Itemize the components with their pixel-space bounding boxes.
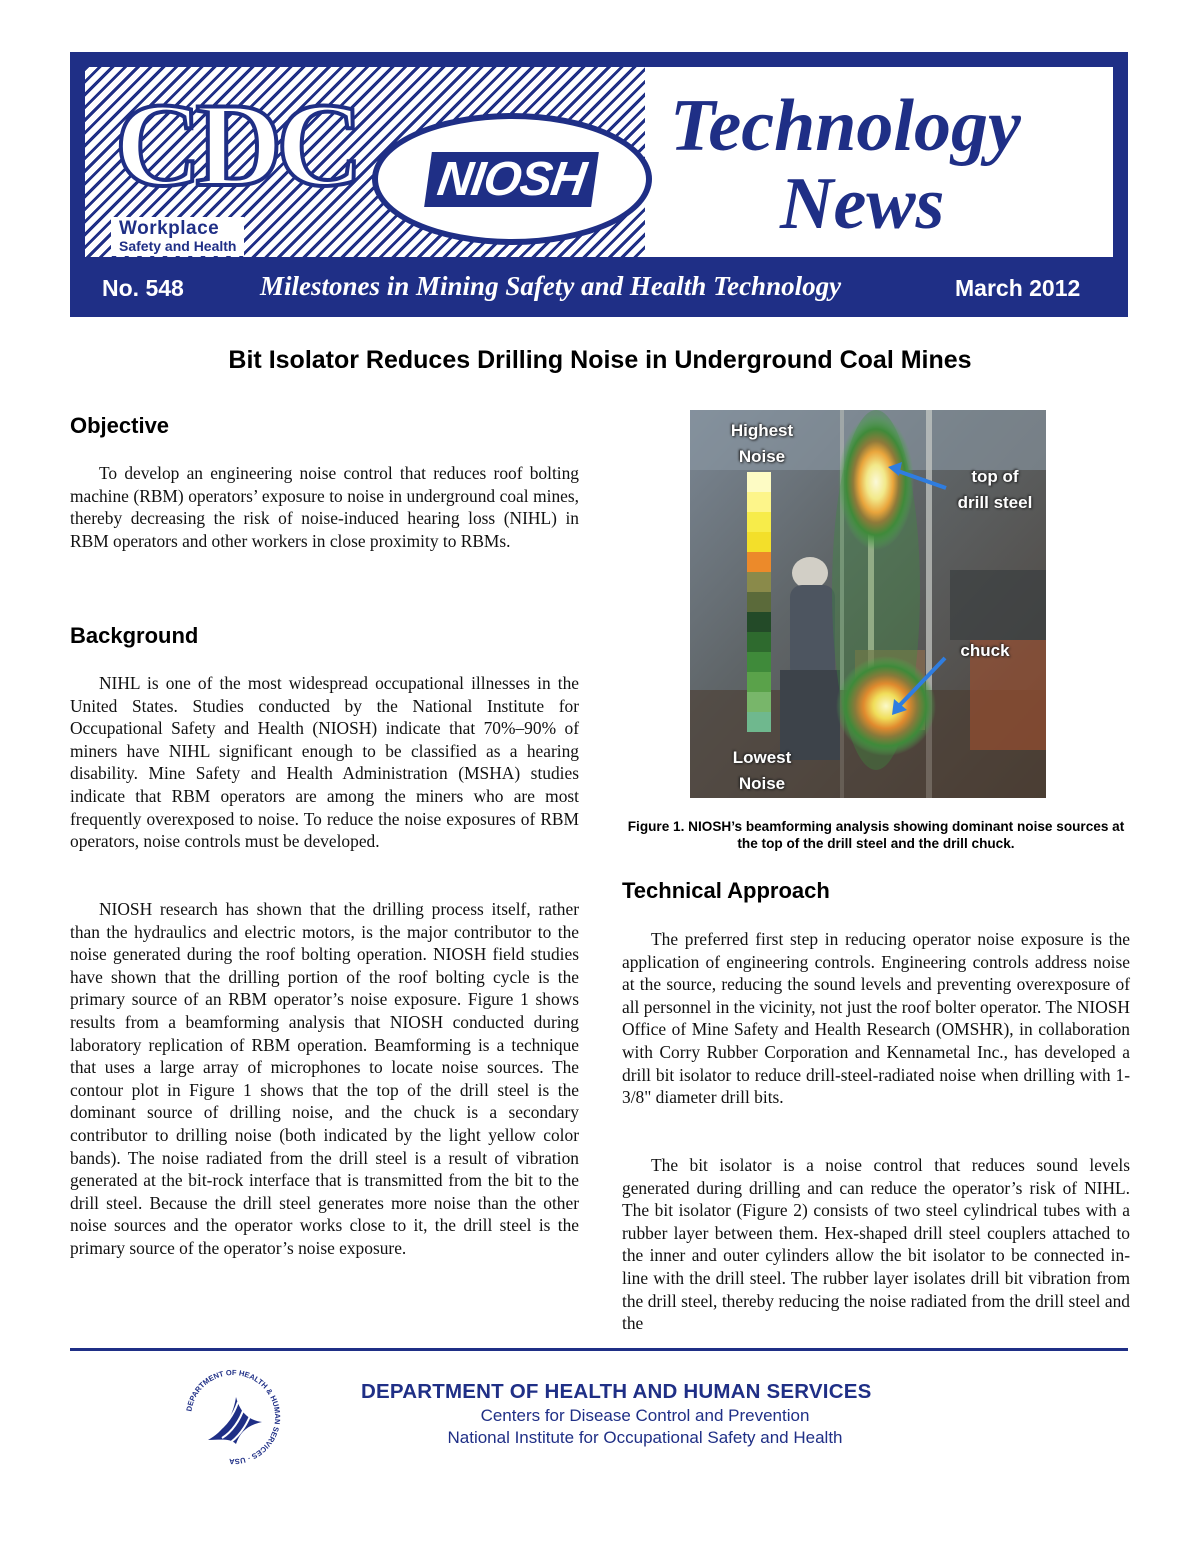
technical-approach-heading: Technical Approach [622,878,830,903]
scale-swatch [747,472,771,492]
technical-approach-paragraph-2: The bit isolator is a noise control that reduces sound levels generated during drilling and can reduce the operator’s risk of NIHL. The bit isolator (Figure 2) consists of two steel cylindrical tubes with a rubber layer between them. Hex-shaped drill steel couplers attached to the inner and outer cylinders allow the bit isolator to be connected in-line with the drill steel. The rubber layer isolates drill bit vibration from the drill steel, thereby reducing the noise radiated from the drill steel and the [622,1155,1130,1334]
article-title: Bit Isolator Reduces Drilling Noise in Underground Coal Mines [228,346,972,374]
masthead-info-bar [70,261,1128,317]
scale-swatch [747,572,771,592]
label-lowest-line1: Lowest [732,748,792,767]
objective-paragraph: To develop an engineering noise control that reduces roof bolting machine (RBM) operators’ exposure to noise in underground coal mines, thereby decreasing the risk of noise-induced hearing loss (NIHL) in RBM operators and other workers in close proximity to RBMs. [70,463,579,551]
label-highest-noise [716,418,808,470]
scale-swatch [747,492,771,512]
issue-date: March 2012 [955,275,1081,301]
technical-approach-paragraph-1: The preferred first step in reducing operator noise exposure is the application of engineering controls. Engineering controls address noise at the source, reducing the sound levels and preventing overexposure of all personnel in the vicinity, not just the roof bolter operator. The NIOSH Office of Mine Safety and Health Research (OMSHR), in collaboration with Corry Rubber Corporation and Kennametal Inc., has developed a drill bit isolator to reduce drill-steel-radiated noise when drilling with 1-3/8" diameter drill bits. [622,929,1130,1108]
figure-1-caption: Figure 1. NIOSH’s beamforming analysis showing dominant noise sources at the top of the drill steel and the drill chuck. [627,819,1125,851]
series-subtitle: Milestones in Mining Safety and Health Technology [260,271,842,301]
newsletter-title-line1: Technology [670,85,1021,167]
label-lowest-noise [716,745,808,797]
background-heading: Background [70,623,199,648]
issue-number: No. 548 [102,275,184,301]
label-top-line1: top of [971,467,1019,486]
label-chuck: chuck [960,641,1010,660]
label-top-of-drill-steel [942,464,1046,516]
figure-1-beamforming-image [690,410,1046,798]
scale-swatch [747,512,771,532]
agency-name: Centers for Disease Control and Prevention [480,1406,810,1425]
scale-swatch [747,652,771,672]
newsletter-title-line2: News [780,163,945,245]
hhs-seal-logo [178,1362,288,1472]
label-lowest-line2: Noise [738,774,786,793]
cdc-tagline-line2: Safety and Health [119,237,237,254]
scale-swatch [747,612,771,632]
label-highest-line1: Highest [730,421,794,440]
scale-swatch [747,592,771,612]
masthead [70,52,1128,317]
svg-text:DEPARTMENT OF HEALTH & HUMAN S: DEPARTMENT OF HEALTH & HUMAN SERVICES · USA [184,1367,283,1467]
objective-heading: Objective [70,413,170,438]
niosh-logo-text: NIOSH [425,152,600,207]
label-top-line2: drill steel [957,493,1033,512]
cdc-logo: CDC [115,78,357,211]
label-highest-line2: Noise [738,447,786,466]
scale-swatch [747,672,771,692]
institute-name: National Institute for Occupational Safety and Health [447,1428,843,1447]
scale-swatch [747,712,771,732]
footer-divider [70,1348,1128,1351]
cdc-tagline-line1: Workplace [119,218,220,239]
noise-color-scale [747,472,771,732]
scale-swatch [747,632,771,652]
cdc-tagline [111,217,244,256]
department-name: DEPARTMENT OF HEALTH AND HUMAN SERVICES [361,1380,872,1403]
niosh-logo [372,113,652,245]
scale-swatch [747,552,771,572]
scale-swatch [747,532,771,552]
scale-swatch [747,692,771,712]
background-paragraph-1: NIHL is one of the most widespread occupational illnesses in the United States. Studies conducted by the National Institute for Occupational Safety and Health (NIOSH) indicate that 70%–90% of miners have NIHL significant enough to be classified as a hearing disability. Mine Safety and Health Administration (MSHA) studies indicate that RBM operators are among the miners who are most frequently overexposed to noise. To reduce the noise exposures of RBM operators, noise controls must be developed. [70,673,579,852]
masthead-logo-panel [81,63,1117,261]
background-paragraph-2: NIOSH research has shown that the drilling process itself, rather than the hydraulics and electric motors, is the major contributor to the noise generated during the roof bolting operation. NIOSH field studies have shown that the drilling portion of the roof bolting cycle is the primary source of an RBM operator’s noise exposure. Figure 1 shows results from a beamforming analysis that NIOSH conducted during laboratory replication of RBM operation. Beamforming is a technique that uses a large array of microphones to locate noise sources. The contour plot in Figure 1 shows that the top of the drill steel is the dominant source of drilling noise, and the chuck is a secondary contributor to drilling noise (both indicated by the light yellow color bands). The noise radiated from the drill steel is a result of vibration generated at the bit-rock interface that is transmitted from the bit to the drill steel. Because the drill steel generates more noise than the other noise sources and the operator works close to it, the drill steel is the primary source of the operator’s noise exposure. [70,899,579,1258]
